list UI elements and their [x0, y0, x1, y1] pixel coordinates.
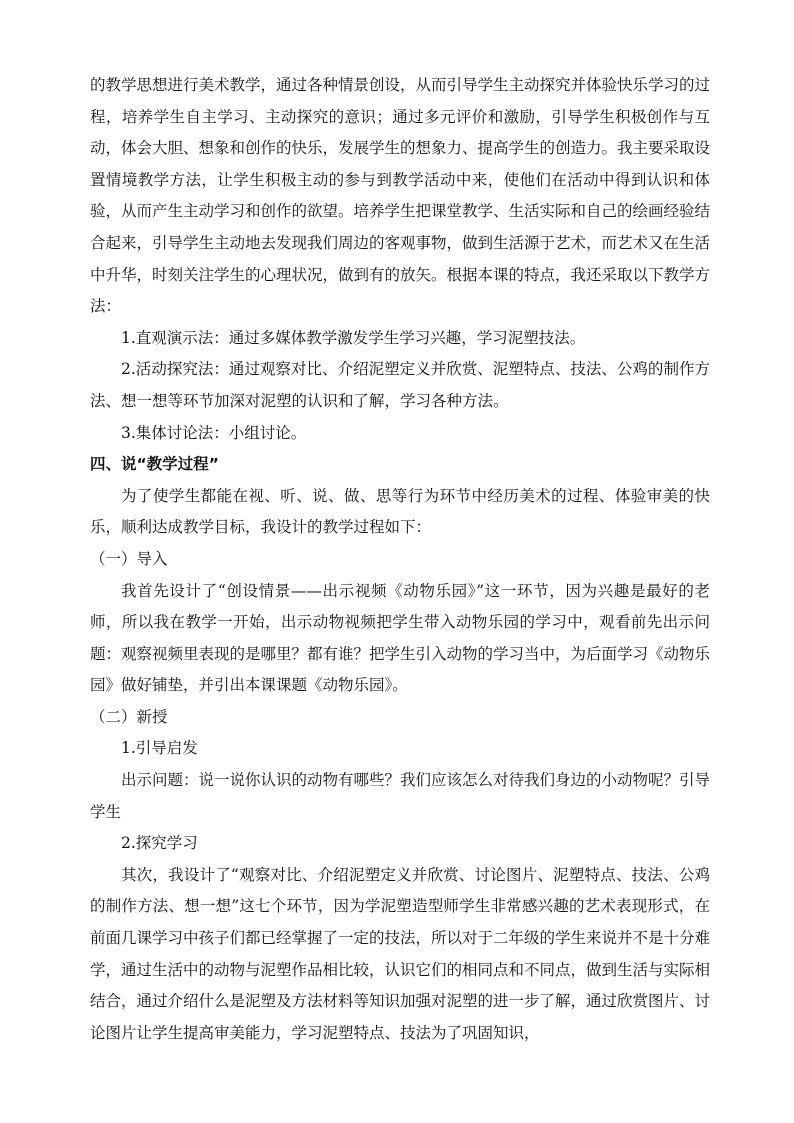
section-heading-4: 四、说“教学过程” [90, 455, 219, 474]
method-item-3: 3.集体讨论法：小组讨论。 [121, 423, 307, 442]
paragraph-intro-design: 我首先设计了“创设情景——出示视频《动物乐园》”这一环节，因为兴趣是最好的老师，所以我在教学一开始，出示动物视频把学生带入动物乐园的学习中，观看前先出示问题：观察视频里表现的是哪里？都有谁？把学生引入动物的学习当中，为后面学习《动物乐园》做好铺垫，并引出本课课题《动物乐园》。 [90, 581, 711, 695]
step-guide: 1.引导启发 [121, 739, 198, 758]
subsection-new-teaching: （二）新授 [90, 707, 168, 726]
paragraph-process-intro: 为了使学生都能在视、听、说、做、思等行为环节中经历美术的过程、体验审美的快乐，顺利达成教学目标，我设计的教学过程如下： [90, 486, 710, 537]
paragraph-question: 出示问题：说一说你认识的动物有哪些？我们应该怎么对待我们身边的小动物呢？引导学生 [90, 771, 711, 821]
paragraph-explore-design: 其次，我设计了“观察对比、介绍泥塑定义并欣赏、讨论图片、泥塑特点、技法、公鸡的制作方法、想一想”这七个环节，因为学泥塑造型师学生非常感兴趣的艺术表现形式，在前面几课学习中孩子们都已经掌握了一定的技法，所以对于二年级的学生来说并不是十分难学，通过生活中的动物与泥塑作品相比较，认识它们的相同点和不同点，做到生活与实际相结合，通过介绍什么是泥塑及方法材料等知识加强对泥塑的进一步了解，通过欣赏图片、讨论图片让学生提高审美能力，学习泥塑特点、技法为了巩固知识， [90, 865, 711, 1042]
step-explore: 2.探究学习 [121, 834, 198, 853]
subsection-intro: （一）导入 [90, 549, 168, 568]
method-item-2: 2.活动探究法：通过观察对比、介绍泥塑定义并欣赏、泥塑特点、技法、公鸡的制作方法、想一想等环节加深对泥塑的认识和了解，学习各种方法。 [90, 360, 710, 410]
method-item-1: 1.直观演示法：通过多媒体教学激发学生学习兴趣，学习泥塑技法。 [121, 328, 586, 347]
document-page [90, 70, 710, 1049]
paragraph-teaching-philosophy: 的教学思想进行美术教学，通过各种情景创设，从而引导学生主动探究并体验快乐学习的过程，培养学生自主学习、主动探究的意识；通过多元评价和激励，引导学生积极创作与互动，体会大胆、想象和创作的快乐，发展学生的想象力、提高学生的创造力。我主要采取设置情境教学方法，让学生积极主动的参与到教学活动中来，使他们在活动中得到认识和体验，从而产生主动学习和创作的欲望。培养学生把课堂教学、生活实际和自己的绘画经验结合起来，引导学生主动地去发现我们周边的客观事物，做到生活源于艺术，而艺术又在生活中升华，时刻关注学生的心理状况，做到有的放矢。根据本课的特点，我还采取以下教学方法： [90, 76, 711, 316]
